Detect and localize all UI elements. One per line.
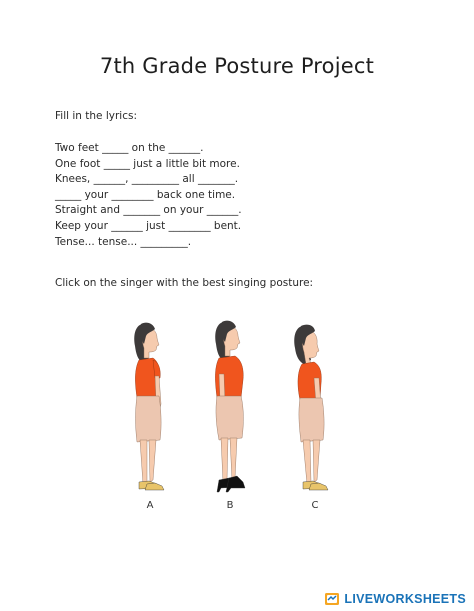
singer-a-option[interactable] xyxy=(115,318,185,503)
lyric-line[interactable]: Two feet _____ on the ______. xyxy=(55,142,204,154)
lyric-line[interactable]: One foot _____ just a little bit more. xyxy=(55,157,240,170)
singer-b-option[interactable] xyxy=(195,318,265,503)
lyric-line[interactable]: Straight and _______ on your ______. xyxy=(55,204,242,217)
singer-c-option[interactable] xyxy=(280,318,350,503)
lyric-line[interactable]: Tense... tense... _________. xyxy=(55,235,192,248)
singer-c-figure xyxy=(280,318,350,503)
liveworksheets-footer[interactable] xyxy=(324,591,466,607)
page-title: 7th Grade Posture Project xyxy=(99,54,375,78)
singer-c-label: C xyxy=(311,500,319,511)
singer-b-label: B xyxy=(226,500,234,511)
brand-name: LIVEWORKSHEETS xyxy=(344,592,466,606)
lyric-line[interactable]: _____ your ________ back one time. xyxy=(55,188,236,201)
lyric-line[interactable]: Keep your ______ just ________ bent. xyxy=(55,219,242,232)
singer-b-figure xyxy=(195,318,265,503)
lyric-line[interactable]: Knees, ______, _________ all _______. xyxy=(55,173,239,186)
posture-question: Click on the singer with the best singing posture: xyxy=(55,277,314,289)
lyrics-list xyxy=(55,141,242,250)
singer-a-figure xyxy=(115,318,185,503)
lyrics-instructions: Fill in the lyrics: xyxy=(55,110,137,122)
singer-a-label: A xyxy=(146,500,154,511)
liveworksheets-logo-icon xyxy=(324,591,340,607)
